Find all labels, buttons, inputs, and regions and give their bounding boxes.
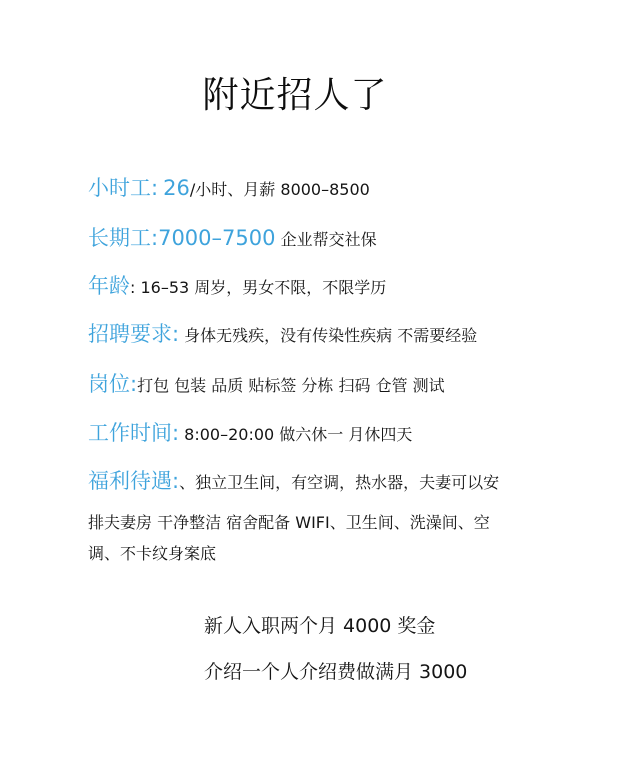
benefits-label: 福利待遇: — [88, 469, 180, 493]
age-row — [88, 270, 578, 300]
longterm-salary: 7000–7500 — [158, 226, 276, 250]
work-hours-detail: 8:00–20:00 做六休一 月休四天 — [184, 425, 413, 444]
hourly-worker-row — [88, 172, 578, 202]
work-hours-label: 工作时间: — [88, 421, 180, 445]
page-title: 附近招人了 — [202, 75, 388, 116]
work-hours-row — [88, 417, 578, 447]
longterm-worker-row — [88, 222, 578, 252]
benefits-row — [88, 465, 578, 495]
longterm-detail: 企业帮交社保 — [280, 230, 377, 249]
hourly-label: 小时工: — [88, 176, 159, 200]
referral-bonus: 介绍一个人介绍费做满月 3000 — [204, 661, 468, 683]
longterm-label: 长期工: — [88, 226, 159, 250]
requirements-detail: 身体无残疾，没有传染性疾病 不需要经验 — [184, 326, 478, 345]
benefits-line-3: 调、不卡纹身案底 — [88, 544, 217, 563]
age-detail: : 16–53 周岁，男女不限，不限学历 — [130, 278, 387, 297]
benefits-line-1: 、独立卫生间，有空调，热水器，夫妻可以安 — [179, 473, 500, 492]
positions-row — [88, 368, 578, 398]
hourly-detail: /小时、月薪 8000–8500 — [189, 180, 370, 199]
hourly-rate: 26 — [163, 176, 190, 200]
new-hire-bonus: 新人入职两个月 4000 奖金 — [204, 615, 436, 637]
requirements-row — [88, 318, 578, 348]
benefits-line-2: 排夫妻房 干净整洁 宿舍配备 WIFI、卫生间、洗澡间、空 — [88, 513, 490, 532]
positions-label: 岗位: — [88, 372, 138, 396]
age-label: 年龄 — [88, 274, 130, 298]
positions-detail: 打包 包装 品质 贴标签 分栋 扫码 仓管 测试 — [137, 376, 445, 395]
requirements-label: 招聘要求: — [88, 322, 180, 346]
